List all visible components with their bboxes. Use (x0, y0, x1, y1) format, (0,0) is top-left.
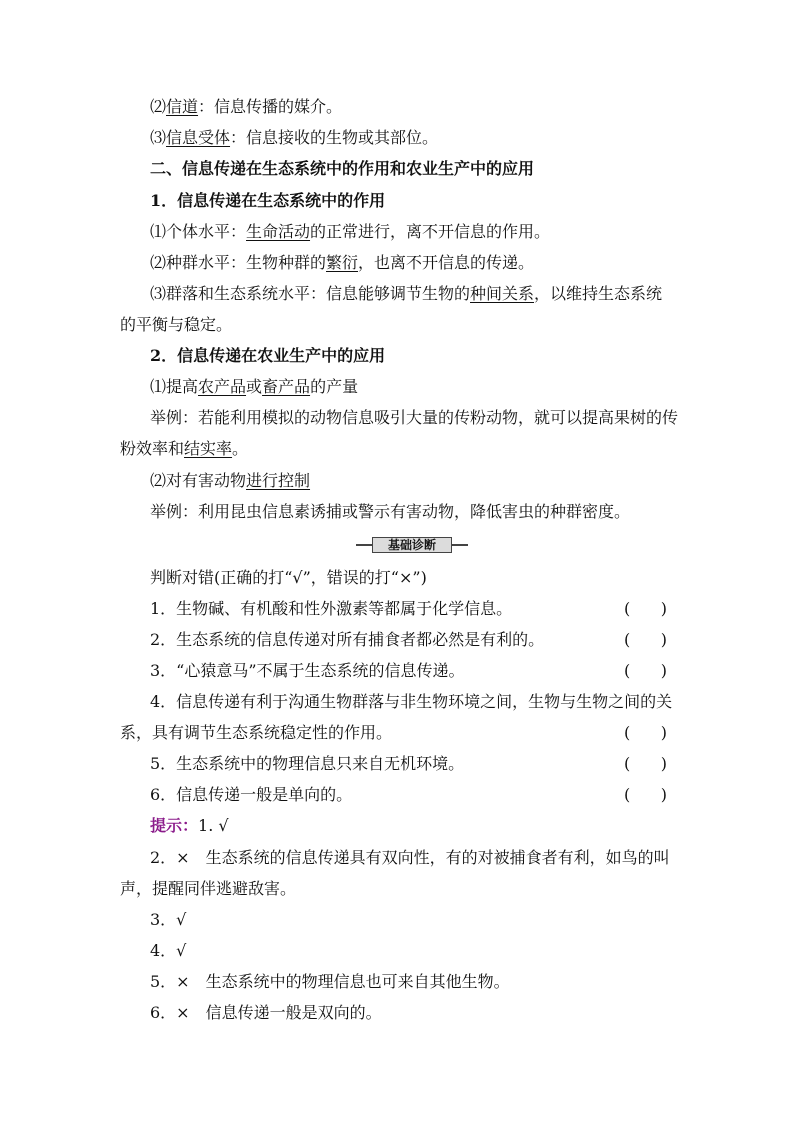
text: 的正常进行，离不开信息的作用。 (310, 222, 551, 241)
quiz-item-4: 4．信息传递有利于沟通生物群落与非生物环境之间，生物与生物之间的关 (150, 692, 673, 711)
community-level-line (150, 283, 662, 305)
item-number: ⑵ (150, 97, 167, 116)
text: ，也离不开信息的传递。 (358, 253, 535, 272)
item-number: ⑶ (150, 128, 167, 147)
quiz-item-4-continuation: 系，具有调节生态系统稳定性的作用。 (120, 723, 393, 742)
answer-6: 6．× 信息传递一般是双向的。 (150, 1003, 382, 1022)
receptor-line (150, 127, 438, 149)
definition-text: ：信息接收的生物或其部位。 (230, 128, 439, 147)
underlined-term: 种间关系 (470, 284, 535, 303)
subheading-application: 2．信息传递在农业生产中的应用 (150, 346, 386, 365)
basic-diagnosis-banner (356, 537, 468, 553)
hint-label: 提示： (150, 816, 199, 835)
answer-5: 5．× 生态系统中的物理信息也可来自其他生物。 (150, 972, 510, 991)
answer-blank-4: ( ) (624, 723, 667, 742)
underlined-term: 进行控制 (246, 471, 311, 490)
answer-blank-3: ( ) (624, 661, 667, 680)
answer-4: 4．√ (150, 941, 187, 960)
answer-1-line (150, 815, 229, 837)
community-level-continuation: 的平衡与稳定。 (120, 315, 233, 334)
quiz-item-2: 2．生态系统的信息传递对所有捕食者都必然是有利的。 (150, 630, 545, 649)
pest-control-line (150, 470, 310, 492)
text: 粉效率和 (120, 439, 185, 458)
answer-blank-6: ( ) (624, 785, 667, 804)
text: ⑶群落和生态系统水平：信息能够调节生物的 (150, 284, 471, 303)
text: ⑴提高 (150, 377, 199, 396)
example-line-3: 举例：利用昆虫信息素诱捕或警示有害动物，降低害虫的种群密度。 (150, 502, 631, 521)
banner-rule-left (356, 544, 372, 546)
answer-3: 3．√ (150, 910, 187, 929)
underlined-term: 结实率 (184, 439, 233, 458)
text: ⑵种群水平：生物种群的 (150, 253, 327, 272)
individual-level-line (150, 221, 550, 243)
underlined-term: 畜产品 (262, 377, 311, 396)
subheading-role: 1．信息传递在生态系统中的作用 (150, 191, 386, 210)
quiz-item-5: 5．生态系统中的物理信息只来自无机环境。 (150, 754, 465, 773)
example-line-2 (120, 438, 248, 460)
banner-label: 基础诊断 (372, 537, 452, 553)
answer-blank-5: ( ) (624, 754, 667, 773)
banner-rule-right (452, 544, 468, 546)
underlined-term: 繁衍 (326, 253, 359, 272)
answer-blank-2: ( ) (624, 630, 667, 649)
term-receptor: 信息受体 (166, 128, 231, 147)
answer-2-continuation: 声，提醒同伴逃避敌害。 (120, 879, 297, 898)
answer-blank-1: ( ) (624, 599, 667, 618)
text: ⑵对有害动物 (150, 471, 247, 490)
text: ⑴个体水平： (150, 222, 247, 241)
answer-2: 2．× 生态系统的信息传递具有双向性，有的对被捕食者有利，如鸟的叫 (150, 848, 670, 867)
definition-text: ：信息传播的媒介。 (198, 97, 343, 116)
section-heading: 二、信息传递在生态系统中的作用和农业生产中的应用 (150, 159, 535, 178)
underlined-term: 农产品 (198, 377, 247, 396)
yield-line (150, 376, 358, 398)
underlined-term: 生命活动 (246, 222, 311, 241)
quiz-item-1: 1．生物碱、有机酸和性外激素等都属于化学信息。 (150, 599, 513, 618)
answer-1: 1. √ (198, 816, 229, 835)
quiz-item-6: 6．信息传递一般是单向的。 (150, 785, 353, 804)
population-level-line (150, 252, 534, 274)
channel-line (150, 96, 342, 118)
text: 。 (232, 439, 249, 458)
text: 或 (246, 377, 263, 396)
quiz-instruction: 判断对错(正确的打“√”，错误的打“×”) (150, 568, 427, 587)
text: ，以维持生态系统 (534, 284, 663, 303)
quiz-item-3: 3．“心猿意马”不属于生态系统的信息传递。 (150, 661, 465, 680)
term-channel: 信道 (166, 97, 199, 116)
example-line-1: 举例：若能利用模拟的动物信息吸引大量的传粉动物，就可以提高果树的传 (150, 408, 679, 427)
text: 的产量 (310, 377, 359, 396)
